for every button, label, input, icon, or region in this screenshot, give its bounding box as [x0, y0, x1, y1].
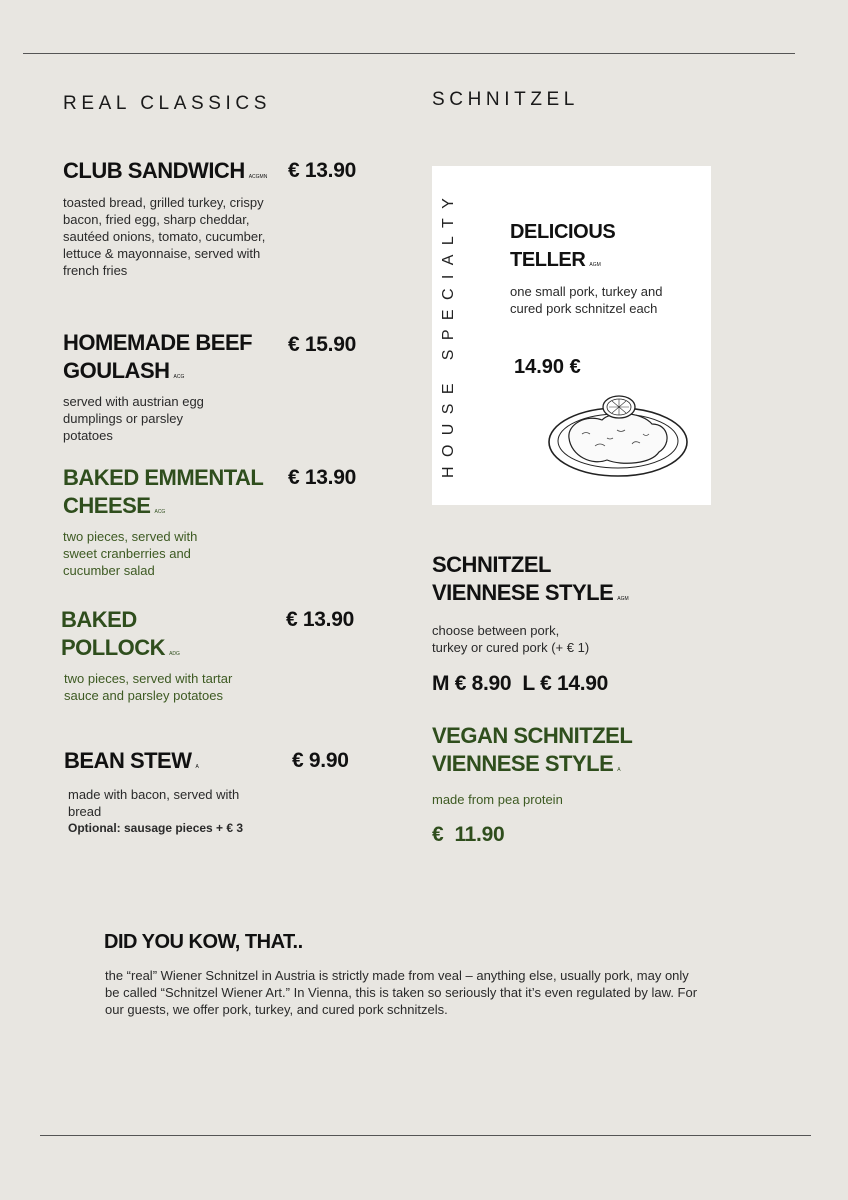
item-name-baked-pollock: BAKED POLLOCK ADG: [61, 607, 180, 660]
item-price: € 15.90: [288, 333, 356, 356]
allergen-codes: AGM: [589, 262, 601, 268]
item-price: € 13.90: [288, 159, 356, 182]
item-name-baked-emmental: BAKED EMMENTAL CHEESE ACG: [63, 465, 264, 518]
allergen-codes: A: [617, 767, 621, 773]
allergen-codes: ACG: [154, 509, 166, 515]
item-price-sizes: M € 8.90 L € 14.90: [432, 672, 609, 695]
item-description: toasted bread, grilled turkey, crispy bacon, fried egg, sharp cheddar, sautéed onions, tomato, cucumber, lettuce & mayonnaise, served with french fries: [63, 195, 266, 278]
item-name-bean-stew: BEAN STEW A: [64, 748, 199, 773]
item-description: served with austrian egg dumplings or parsley potatoes: [63, 394, 204, 443]
item-name-schnitzel-viennese: SCHNITZEL VIENNESE STYLE AGM: [432, 552, 629, 605]
optional-addon: Optional: sausage pieces + € 3: [68, 821, 244, 835]
item-description: made with bacon, served with bread Optional: sausage pieces + € 3: [68, 786, 268, 837]
allergen-codes: ACG: [173, 374, 185, 380]
item-description: made from pea protein: [432, 792, 563, 807]
item-price: € 9.90: [292, 749, 349, 772]
bottom-divider: [40, 1135, 811, 1136]
item-name-club-sandwich: CLUB SANDWICH ACGMN: [63, 158, 268, 183]
item-description: one small pork, turkey and cured pork schnitzel each: [510, 284, 663, 316]
allergen-codes: ADG: [169, 651, 180, 657]
fact-text: the “real” Wiener Schnitzel in Austria is strictly made from veal – anything else, usually pork, may only be called “Schnitzel Wiener Art.” In Vienna, this is taken so seriously that it’s even regulated by law. For our guests, we offer pork, turkey, and cured pork schnitzels.: [105, 968, 698, 1017]
item-description: choose between pork, turkey or cured pork (+ € 1): [432, 623, 590, 655]
house-specialty-label: HOUSE SPECIALTY: [440, 188, 457, 478]
item-price: € 13.90: [286, 608, 354, 631]
item-price: 14.90 €: [514, 356, 581, 378]
item-description: two pieces, served with sweet cranberries and cucumber salad: [63, 529, 198, 578]
section-title-real-classics: REAL CLASSICS: [63, 93, 271, 114]
section-title-schnitzel: SCHNITZEL: [432, 89, 579, 110]
house-specialty-card: [432, 166, 711, 505]
item-description: two pieces, served with tartar sauce and parsley potatoes: [64, 671, 233, 703]
allergen-codes: AGM: [617, 596, 629, 602]
item-price: € 13.90: [288, 466, 356, 489]
fact-title: DID YOU KOW, THAT..: [104, 931, 303, 953]
allergen-codes: A: [195, 764, 199, 770]
schnitzel-plate-icon: [547, 394, 693, 482]
item-name-vegan-schnitzel: VEGAN SCHNITZEL VIENNESE STYLE A: [432, 723, 633, 776]
item-name-beef-goulash: HOMEMADE BEEF GOULASH ACG: [63, 330, 253, 383]
top-divider: [23, 53, 795, 54]
allergen-codes: ACGMN: [248, 174, 268, 180]
item-name-delicious-teller: DELICIOUS TELLER AGM: [510, 221, 616, 271]
item-price: € 11.90: [432, 823, 505, 846]
